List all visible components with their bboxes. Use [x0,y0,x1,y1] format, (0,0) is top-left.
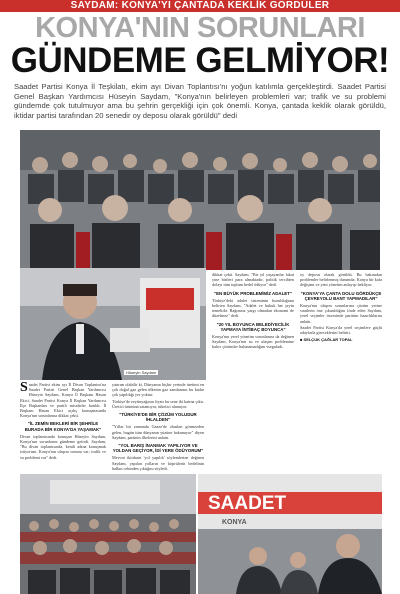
article-column-4: oy deposu olarak görüldü. Bu bakımdan problemler belirlenmiş durumda; Konya bir kafa değişimi ve yeni yönetim anlayışı bekliyor. "KONYA'YA ÇANTA DOLU GÖRDÜKÇE ÇEVREYOLU BANT YAPMADILAR" Konya'nın ulaşım sorunlarına çözüm yerine vaatlerin öne çıkarıldığını ifade eden Saydam, yerel seçimler öncesinde partinin hazırlıklarını anlattı. Saadet Partisi Konya'da yerel seçimlere güçlü adaylarla gireceklerini belirtti. ■ SELÇUK ÇAĞLAR TOPAL [300,272,382,343]
speaker-caption: Hüseyin Saydam [126,370,157,375]
headline-line-1: KONYA'NIN SORUNLARI [35,12,365,44]
banner-brand-text: SAADET [208,493,287,514]
audience-photo [20,130,380,270]
article-column-1: Saadet Partisi ekim ayı İl Divan Toplantısı'na Saadet Partisi Genel Başkan Yardımcısı Hüseyin Saydam, Konya İl Başkanı Hasan Ekici, Saadet Partisi Konya İl Başkan Yardımcısı İlçe Başkanları ve partili misafirler katıldı. İl Başkanı Hasan Ekici açılış konuşmasında Konya'nın sorunlarına dikkat çekti. "İL ZEMİN BEKLERİ BİR ŞEHRİLE BURADA BİR KONYA'DA YAŞAMAK" Divan toplantısında konuşan Hüseyin Saydam, Konya'nın sorunlarını gündeme getirdi. Saydam, "Bu divan toplantısında, kendi adına konuşmak istiyorum. Konya'nın ulaşım sorunu var; trafik ve su problemi var" dedi. [20,382,106,460]
hall-photo [20,474,196,594]
stage-photo [198,474,382,594]
article-column-3: dikkat çekti. Saydam, "Bir yıl yaşayanlar fakat yine birileri para almaktadır, politik tercihten dolayı tüm toplum bedel ödüyor" dedi. "EN BÜYÜK PROBLEMİMİZ ADALET" Türkiye'deki adalet sisteminin bozulduğunu belirten Saydam, "Adalet ve hukuk her şeyin temelidir. Bağımsız yargı olmadan ekonomi de düzelmez" dedi. "20 YIL BOYUNCA BELEDİYECİLİK YAPMAYA İNTİBAÇ BOYUNCA" Konya'nın yerel yönetim sorunlarına da değinen Saydam, Konya'nın su ve ulaşım problemine kalıcı çözümler bulunamadığını vurguladı. [212,272,294,350]
article-column-2: yatırım olabilir ki. Dünyanın hiçbir yerinde üretimi en çok doğal gaz gelen ülkenin gaz zamlarının bu kadar çok yapıldığı yer yoktur. Türkiye'de zeytinyağının fiyatı bu sene iki katına çıktı. Üretici ürününü satamıyor, tüketici alamıyor. "TÜRKİYE'DE BİR ÇÖZÜM YOLUDUR İHLALDEN" "Yıllar bir zamanda Gazze'de olanları görmezden gelen, bugün tüm dünyanın yüzüne bakamıyor" diyen Saydam, partinin ilkelerini anlattı. "YOL BARIŞ İNANMAK YAPILIYOR VE YOLDAN GEÇİYOR, İDİ YERE ÖDÜYORUM" Mevcut iktidarın 'yol yapıldı' söylemlerine değinen Saydam, yapılan yolların ve köprülerin bedelinin halkın cebinden çıktığını söyledi. [112,382,204,471]
speaker-photo [20,268,206,380]
headline-line-2: GÜNDEME GELMİYOR! [10,41,390,80]
top-banner: SAYDAM: KONYA'YI ÇANTADA KEKLİK GÖRDÜLER [0,0,400,12]
banner-sub-text: KONYA [222,519,247,526]
author-credit: ■ SELÇUK ÇAĞLAR TOPAL [300,337,353,343]
lead-paragraph: Saadet Partisi Konya İl Teşkilatı, ekim ayı Divan Toplantısı'nı yoğun katılımla gerçekleştirdi. Saadet Partisi Genel Başkan Yardımcısı Hüseyin Saydam, "Konya'nın belirleyen problemleri var; trafik ve su problemi gündemde çok tutulmuyor ama bu şehrin gerçekliği için çok önemli. Konya, çantada keklik olarak görüldü, iktidar partisi tarafından 20 senedir oy deposu olarak görüldü" dedi [14,82,386,120]
